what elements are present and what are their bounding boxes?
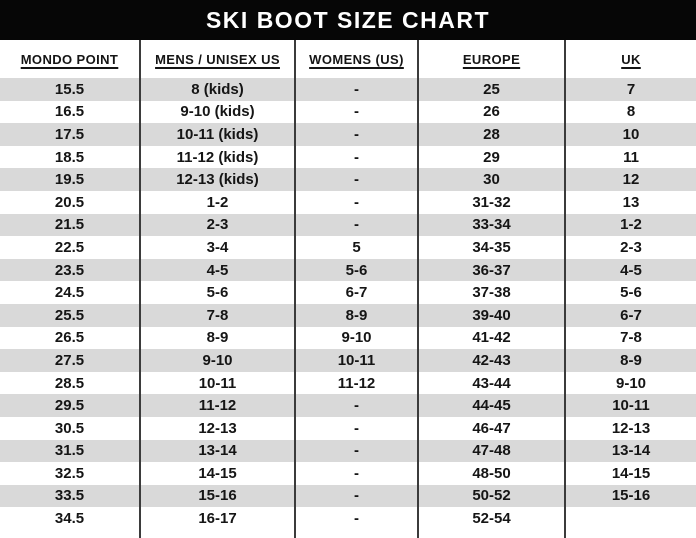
cell-womens-us: - xyxy=(295,123,418,146)
cell-womens-us: - xyxy=(295,462,418,485)
cell-mens-unisex-us: 3-4 xyxy=(140,236,295,259)
cell-mondo-point: 34.5 xyxy=(0,507,140,530)
cell-mens-unisex-us: 13-14 xyxy=(140,440,295,463)
cell-uk: 2-3 xyxy=(565,236,696,259)
cell-mens-unisex-us: 15-16 xyxy=(140,485,295,508)
cell-mondo-point: 26.5 xyxy=(0,327,140,350)
cell-mondo-point: 15.5 xyxy=(0,78,140,101)
cell-womens-us: - xyxy=(295,485,418,508)
cell-mondo-point: 23.5 xyxy=(0,259,140,282)
cell-uk: 9-10 xyxy=(565,372,696,395)
cell-mondo-point: 29.5 xyxy=(0,394,140,417)
cell-mondo-point: 17.5 xyxy=(0,123,140,146)
table-row xyxy=(0,259,696,282)
cell-uk xyxy=(565,507,696,530)
cell-mondo-point: 18.5 xyxy=(0,146,140,169)
cell-mens-unisex-us: 8 (kids) xyxy=(140,78,295,101)
table-row xyxy=(0,485,696,508)
cell-mens-unisex-us: 1-2 xyxy=(140,191,295,214)
cell-mens-unisex-us: 7-8 xyxy=(140,304,295,327)
cell-uk: 12-13 xyxy=(565,417,696,440)
table-row xyxy=(0,146,696,169)
cell-uk: 7 xyxy=(565,78,696,101)
cell-mens-unisex-us: 12-13 (kids) xyxy=(140,168,295,191)
cell-mondo-point: 22.5 xyxy=(0,236,140,259)
table-row xyxy=(0,440,696,463)
cell-uk: 13 xyxy=(565,191,696,214)
cell-womens-us: - xyxy=(295,168,418,191)
cell-mens-unisex-us: 10-11 xyxy=(140,372,295,395)
cell-uk: 10-11 xyxy=(565,394,696,417)
cell-europe: 31-32 xyxy=(418,191,565,214)
cell-europe: 37-38 xyxy=(418,281,565,304)
chart-title-bar xyxy=(0,0,696,40)
cell-womens-us: - xyxy=(295,440,418,463)
cell-uk: 15-16 xyxy=(565,485,696,508)
cell-mens-unisex-us: 9-10 (kids) xyxy=(140,101,295,124)
table-row xyxy=(0,462,696,485)
cell-mondo-point: 31.5 xyxy=(0,440,140,463)
cell-mens-unisex-us: 10-11 (kids) xyxy=(140,123,295,146)
cell-mens-unisex-us: 2-3 xyxy=(140,214,295,237)
cell-uk: 8-9 xyxy=(565,349,696,372)
table-row xyxy=(0,123,696,146)
cell-mondo-point: 25.5 xyxy=(0,304,140,327)
cell-mens-unisex-us: 8-9 xyxy=(140,327,295,350)
table-row xyxy=(0,394,696,417)
cell-mondo-point: 21.5 xyxy=(0,214,140,237)
cell-europe: 33-34 xyxy=(418,214,565,237)
cell-europe: 30 xyxy=(418,168,565,191)
size-table xyxy=(0,40,696,538)
cell-mens-unisex-us: 5-6 xyxy=(140,281,295,304)
cell-uk: 12 xyxy=(565,168,696,191)
table-row xyxy=(0,327,696,350)
cell-mondo-point: 27.5 xyxy=(0,349,140,372)
cell-womens-us: - xyxy=(295,394,418,417)
cell-mondo-point: 19.5 xyxy=(0,168,140,191)
column-header-womens-us: WOMENS (US) xyxy=(295,40,418,78)
table-row xyxy=(0,507,696,530)
cell-womens-us: - xyxy=(295,417,418,440)
column-header-europe: EUROPE xyxy=(418,40,565,78)
cell-mondo-point: 32.5 xyxy=(0,462,140,485)
column-header-uk: UK xyxy=(565,40,696,78)
cell-uk: 1-2 xyxy=(565,214,696,237)
filler-row xyxy=(0,530,696,538)
size-table-body xyxy=(0,78,696,530)
header-row xyxy=(0,40,696,78)
cell-womens-us: - xyxy=(295,101,418,124)
table-row xyxy=(0,417,696,440)
cell-womens-us: - xyxy=(295,146,418,169)
cell-mondo-point: 33.5 xyxy=(0,485,140,508)
cell-uk: 14-15 xyxy=(565,462,696,485)
cell-uk: 7-8 xyxy=(565,327,696,350)
table-row xyxy=(0,304,696,327)
table-row xyxy=(0,281,696,304)
cell-womens-us: 5 xyxy=(295,236,418,259)
cell-uk: 5-6 xyxy=(565,281,696,304)
chart-title: SKI BOOT SIZE CHART xyxy=(205,6,491,33)
cell-europe: 25 xyxy=(418,78,565,101)
table-row xyxy=(0,372,696,395)
cell-mondo-point: 16.5 xyxy=(0,101,140,124)
cell-europe: 44-45 xyxy=(418,394,565,417)
cell-europe: 36-37 xyxy=(418,259,565,282)
cell-mondo-point: 30.5 xyxy=(0,417,140,440)
cell-womens-us: - xyxy=(295,214,418,237)
table-row xyxy=(0,236,696,259)
cell-europe: 48-50 xyxy=(418,462,565,485)
cell-europe: 46-47 xyxy=(418,417,565,440)
cell-europe: 39-40 xyxy=(418,304,565,327)
size-table-header xyxy=(0,40,696,78)
cell-europe: 50-52 xyxy=(418,485,565,508)
cell-mens-unisex-us: 16-17 xyxy=(140,507,295,530)
cell-womens-us: 8-9 xyxy=(295,304,418,327)
cell-europe: 47-48 xyxy=(418,440,565,463)
cell-womens-us: - xyxy=(295,191,418,214)
cell-womens-us: 10-11 xyxy=(295,349,418,372)
cell-mens-unisex-us: 11-12 (kids) xyxy=(140,146,295,169)
column-header-mens-unisex-us: MENS / UNISEX US xyxy=(140,40,295,78)
cell-europe: 41-42 xyxy=(418,327,565,350)
cell-womens-us: 5-6 xyxy=(295,259,418,282)
table-row xyxy=(0,78,696,101)
cell-europe: 52-54 xyxy=(418,507,565,530)
table-row xyxy=(0,191,696,214)
cell-uk: 4-5 xyxy=(565,259,696,282)
table-row xyxy=(0,214,696,237)
cell-uk: 13-14 xyxy=(565,440,696,463)
cell-mondo-point: 28.5 xyxy=(0,372,140,395)
cell-womens-us: 11-12 xyxy=(295,372,418,395)
cell-uk: 8 xyxy=(565,101,696,124)
cell-mens-unisex-us: 9-10 xyxy=(140,349,295,372)
cell-europe: 34-35 xyxy=(418,236,565,259)
cell-uk: 10 xyxy=(565,123,696,146)
cell-womens-us: - xyxy=(295,507,418,530)
cell-mens-unisex-us: 14-15 xyxy=(140,462,295,485)
cell-europe: 28 xyxy=(418,123,565,146)
cell-europe: 26 xyxy=(418,101,565,124)
cell-womens-us: - xyxy=(295,78,418,101)
cell-mens-unisex-us: 11-12 xyxy=(140,394,295,417)
cell-mens-unisex-us: 4-5 xyxy=(140,259,295,282)
cell-europe: 43-44 xyxy=(418,372,565,395)
column-header-mondo-point: MONDO POINT xyxy=(0,40,140,78)
table-row xyxy=(0,101,696,124)
cell-womens-us: 9-10 xyxy=(295,327,418,350)
cell-uk: 6-7 xyxy=(565,304,696,327)
cell-womens-us: 6-7 xyxy=(295,281,418,304)
cell-mondo-point: 24.5 xyxy=(0,281,140,304)
size-table-footer xyxy=(0,530,696,538)
cell-mens-unisex-us: 12-13 xyxy=(140,417,295,440)
table-row xyxy=(0,168,696,191)
table-row xyxy=(0,349,696,372)
cell-europe: 42-43 xyxy=(418,349,565,372)
cell-uk: 11 xyxy=(565,146,696,169)
cell-mondo-point: 20.5 xyxy=(0,191,140,214)
cell-europe: 29 xyxy=(418,146,565,169)
